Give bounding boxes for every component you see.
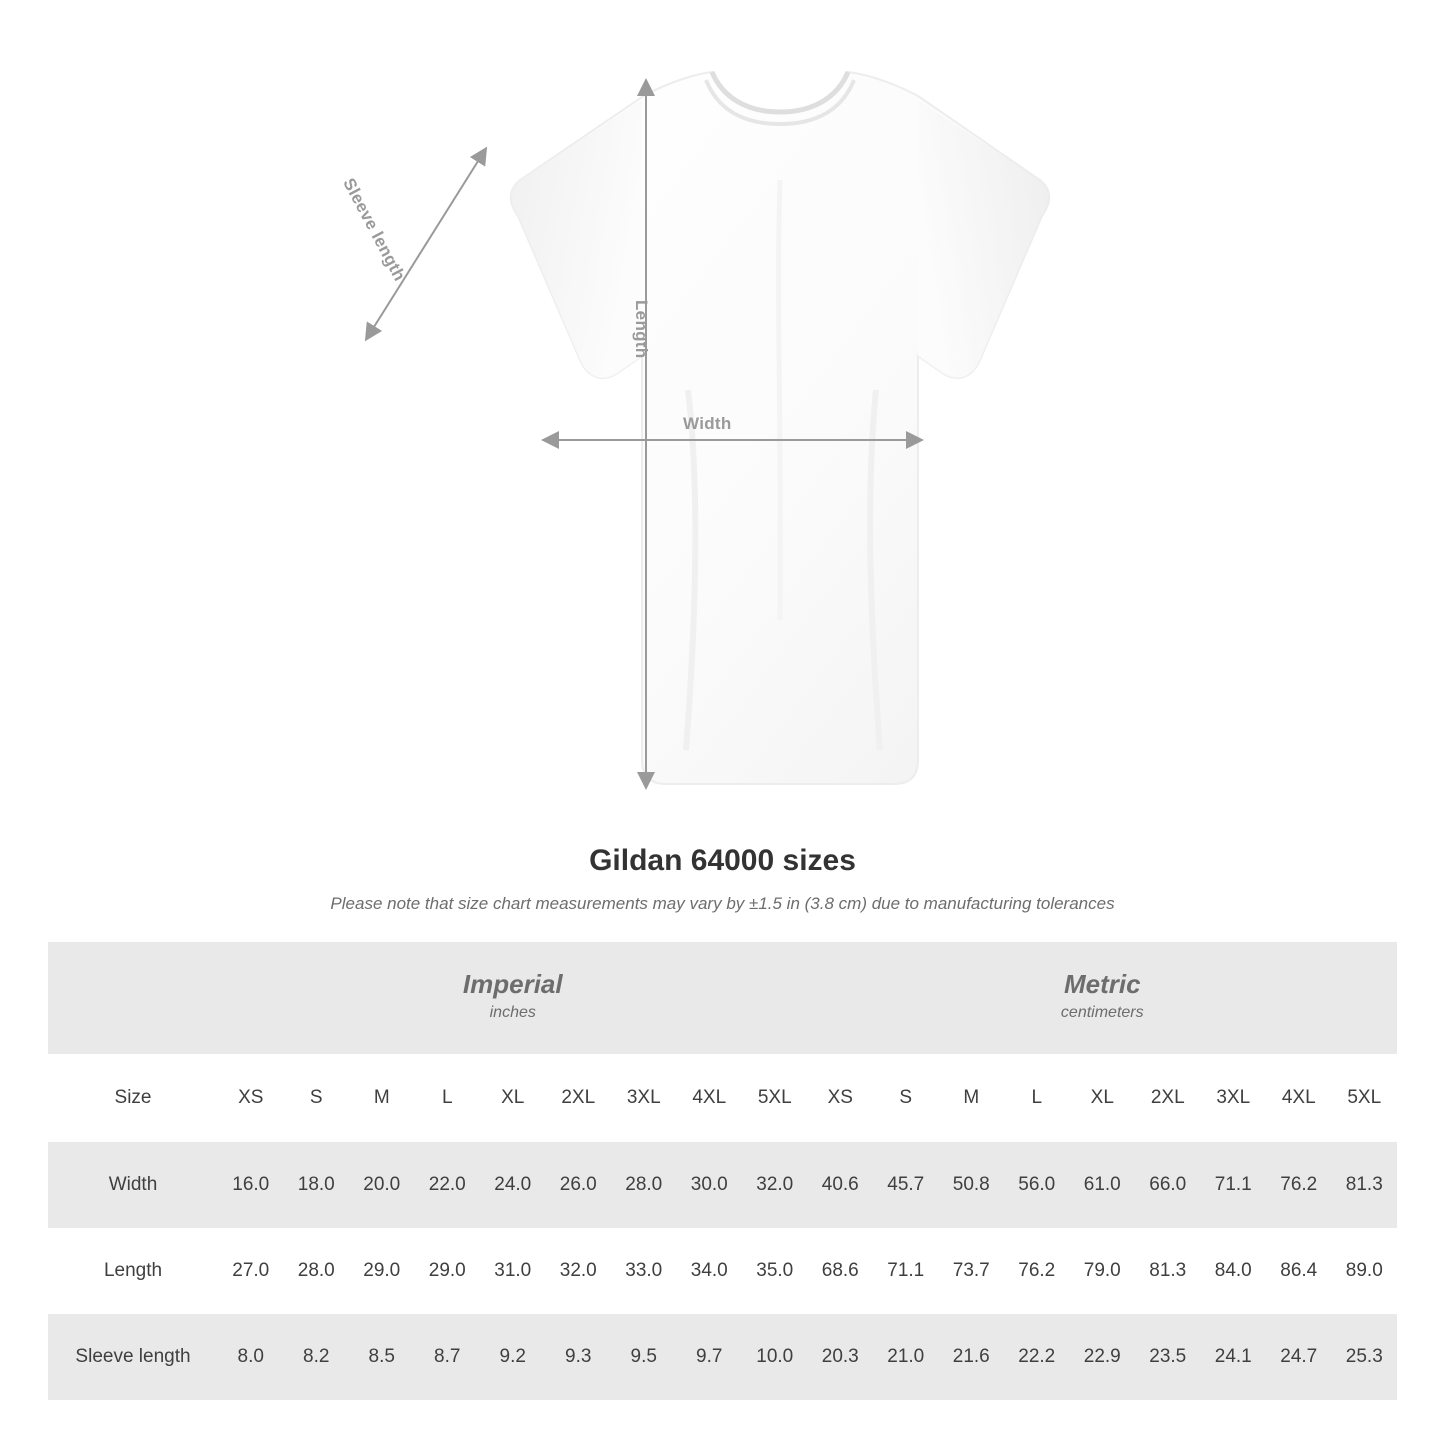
table-cell: 24.7 <box>1266 1314 1332 1400</box>
table-cell: 24.0 <box>480 1142 546 1228</box>
table-cell: 29.0 <box>349 1228 415 1314</box>
table-cell: 45.7 <box>873 1142 939 1228</box>
table-row <box>48 1142 1397 1228</box>
size-header-cell: 3XL <box>611 1054 677 1142</box>
imperial-unit-label: inches <box>489 1004 536 1022</box>
unit-spacer-cell <box>48 942 218 1054</box>
table-cell: 9.7 <box>677 1314 743 1400</box>
table-row <box>48 1314 1397 1400</box>
table-cell: 40.6 <box>808 1142 874 1228</box>
size-table-wrap <box>48 942 1397 1400</box>
unit-group-imperial <box>218 942 808 1054</box>
table-cell: 73.7 <box>939 1228 1005 1314</box>
row-header-width: Width <box>48 1142 218 1228</box>
table-cell: 81.3 <box>1135 1228 1201 1314</box>
table-cell: 23.5 <box>1135 1314 1201 1400</box>
table-cell: 16.0 <box>218 1142 284 1228</box>
table-cell: 28.0 <box>611 1142 677 1228</box>
table-cell: 18.0 <box>284 1142 350 1228</box>
table-cell: 71.1 <box>873 1228 939 1314</box>
table-cell: 56.0 <box>1004 1142 1070 1228</box>
row-header-length: Length <box>48 1228 218 1314</box>
table-cell: 84.0 <box>1201 1228 1267 1314</box>
table-cell: 61.0 <box>1070 1142 1136 1228</box>
table-cell: 79.0 <box>1070 1228 1136 1314</box>
table-cell: 32.0 <box>742 1142 808 1228</box>
metric-system-label: Metric <box>1063 969 1141 1000</box>
table-cell: 30.0 <box>677 1142 743 1228</box>
table-cell: 9.2 <box>480 1314 546 1400</box>
size-header-cell: M <box>939 1054 1005 1142</box>
table-cell: 22.9 <box>1070 1314 1136 1400</box>
table-cell: 81.3 <box>1332 1142 1398 1228</box>
table-cell: 21.6 <box>939 1314 1005 1400</box>
imperial-system-label: Imperial <box>462 969 563 1000</box>
size-header-cell: S <box>873 1054 939 1142</box>
size-header-cell: 5XL <box>1332 1054 1398 1142</box>
table-cell: 27.0 <box>218 1228 284 1314</box>
unit-group-metric <box>808 942 1398 1054</box>
size-header-cell: XS <box>218 1054 284 1142</box>
size-header-cell: S <box>284 1054 350 1142</box>
size-header-cell: 4XL <box>1266 1054 1332 1142</box>
size-table <box>48 942 1397 1400</box>
size-header-row <box>48 1054 1397 1142</box>
table-cell: 71.1 <box>1201 1142 1267 1228</box>
table-cell: 28.0 <box>284 1228 350 1314</box>
table-cell: 9.3 <box>546 1314 612 1400</box>
table-cell: 33.0 <box>611 1228 677 1314</box>
table-cell: 24.1 <box>1201 1314 1267 1400</box>
table-cell: 35.0 <box>742 1228 808 1314</box>
size-header-cell: 2XL <box>1135 1054 1201 1142</box>
table-cell: 25.3 <box>1332 1314 1398 1400</box>
table-cell: 76.2 <box>1004 1228 1070 1314</box>
size-header-cell: 5XL <box>742 1054 808 1142</box>
table-cell: 66.0 <box>1135 1142 1201 1228</box>
table-cell: 20.0 <box>349 1142 415 1228</box>
size-header-cell: 3XL <box>1201 1054 1267 1142</box>
size-header-cell: 2XL <box>546 1054 612 1142</box>
table-cell: 34.0 <box>677 1228 743 1314</box>
table-cell: 8.7 <box>415 1314 481 1400</box>
size-header-cell: XL <box>1070 1054 1136 1142</box>
table-cell: 22.2 <box>1004 1314 1070 1400</box>
table-cell: 32.0 <box>546 1228 612 1314</box>
length-label: Length <box>632 300 651 359</box>
table-cell: 21.0 <box>873 1314 939 1400</box>
table-cell: 89.0 <box>1332 1228 1398 1314</box>
table-cell: 68.6 <box>808 1228 874 1314</box>
size-header-cell: XS <box>808 1054 874 1142</box>
table-cell: 9.5 <box>611 1314 677 1400</box>
title-block <box>0 844 1445 914</box>
table-cell: 50.8 <box>939 1142 1005 1228</box>
table-row <box>48 1228 1397 1314</box>
row-header-size: Size <box>48 1054 218 1142</box>
metric-unit-label: centimeters <box>1060 1004 1144 1022</box>
size-header-cell: 4XL <box>677 1054 743 1142</box>
table-cell: 29.0 <box>415 1228 481 1314</box>
table-cell: 76.2 <box>1266 1142 1332 1228</box>
sleeve-length-label: Sleeve length <box>339 175 410 285</box>
size-header-cell: M <box>349 1054 415 1142</box>
table-cell: 22.0 <box>415 1142 481 1228</box>
unit-system-row <box>48 942 1397 1054</box>
size-header-cell: L <box>415 1054 481 1142</box>
table-cell: 26.0 <box>546 1142 612 1228</box>
row-header-sleeve-length: Sleeve length <box>48 1314 218 1400</box>
table-cell: 8.0 <box>218 1314 284 1400</box>
size-header-cell: XL <box>480 1054 546 1142</box>
table-cell: 20.3 <box>808 1314 874 1400</box>
table-cell: 8.5 <box>349 1314 415 1400</box>
table-cell: 86.4 <box>1266 1228 1332 1314</box>
table-cell: 31.0 <box>480 1228 546 1314</box>
table-cell: 10.0 <box>742 1314 808 1400</box>
page-title: Gildan 64000 sizes <box>589 844 856 877</box>
size-header-cell: L <box>1004 1054 1070 1142</box>
width-label: Width <box>683 414 732 433</box>
tolerance-note: Please note that size chart measurements may vary by ±1.5 in (3.8 cm) due to manufacturing tolerances <box>330 894 1115 913</box>
table-cell: 8.2 <box>284 1314 350 1400</box>
